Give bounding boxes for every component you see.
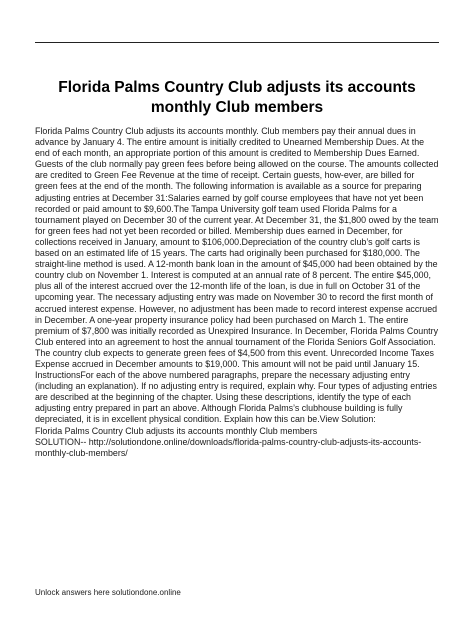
solution-link[interactable]: SOLUTION-- http://solutiondone.online/downloads/florida-palms-country-club-adjusts-its-accounts-monthly-club-members/: [35, 436, 422, 458]
document-body: [35, 126, 439, 459]
footer-text: Unlock answers here solutiondone.online: [35, 588, 181, 597]
solution-title: Florida Palms Country Club adjusts its accounts monthly Club members: [35, 425, 318, 436]
document-title: Florida Palms Country Club adjusts its accounts monthly Club members: [58, 79, 416, 116]
problem-text: Florida Palms Country Club adjusts its accounts monthly. Club members pay their annual dues in advance by January 4. The entire amount is initially credited to Unearned Membership Dues. At the end of each month, an appropriate portion of this amount is credited to Membership Dues Earned. Guests of the club normally pay green fees before being allowed on the course. The amounts collected are credited to Green Fee Revenue at the time of receipt. Certain guests, how-ever, are billed for green fees at the end of the month. The following information is available as a source for preparing adjusting entries at December 31:Salaries earned by golf course employees that have not yet been recorded or paid amount to $9,600.The Tampa University golf team used Florida Palms for a tournament played on December 30 of the current year. At December 31, the $1,800 owed by the team for green fees had not yet been recorded or billed. Membership dues earned in December, for collections received in January, amount to $106,000.Depreciation of the country club’s golf carts is based on an estimated life of 15 years. The carts had originally been purchased for $180,000. The straight-line method is used. A 12-month bank loan in the amount of $45,000 had been obtained by the country club on November 1. Interest is computed at an annual rate of 8 percent. The entire $45,000, plus all of the interest accrued over the 12-month life of the loan, is due in full on October 31 of the upcoming year. The necessary adjusting entry was made on November 30 to record the first month of accrued interest expense. However, no adjustment has been made to record interest expense accrued in December. A one-year property insurance policy had been purchased on March 1. The entire premium of $7,800 was initially recorded as Unexpired Insurance. In December, Florida Palms Country Club entered into an agreement to host the annual tournament of the Florida Seniors Golf Association. The country club expects to generate green fees of $4,500 from this event. Unrecorded Income Taxes Expense accrued in December amounts to $19,000. This amount will not be paid until January 15. InstructionsFor each of the above numbered paragraphs, prepare the necessary adjusting entry (including an explanation). If no adjusting entry is required, explain why. Four types of adjusting entries are described at the beginning of the chapter. Using these descriptions, identify the type of each adjusting entry prepared in part an above. Although Florida Palms’s clubhouse building is fully depreciated, it is in excellent physical condition. Explain how this can be.View Solution:: [35, 126, 439, 425]
header-divider: [35, 42, 439, 43]
